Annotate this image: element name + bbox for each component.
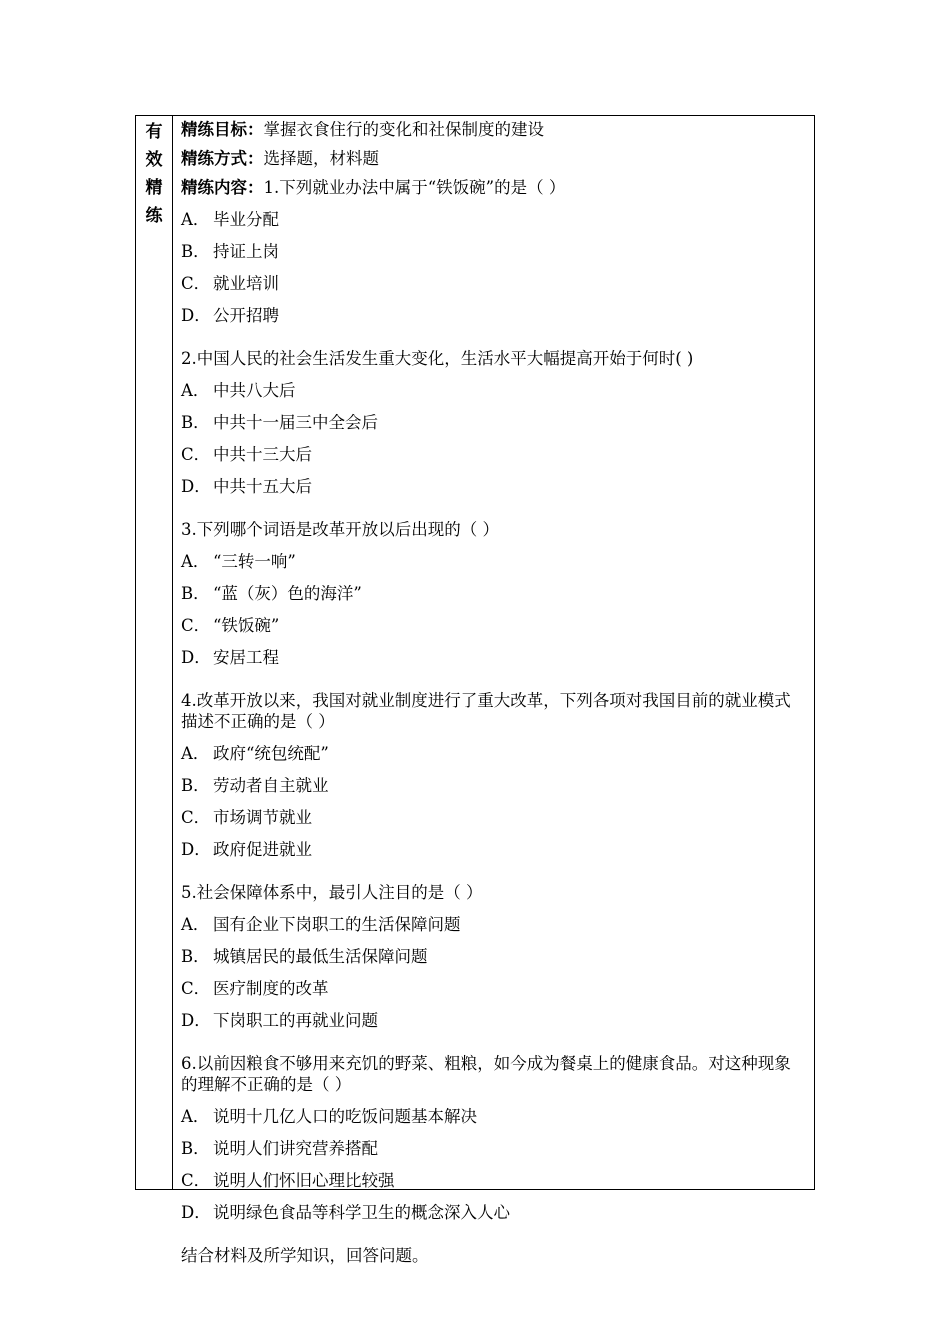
option-text: 下岗职工的再就业问题 bbox=[213, 1011, 378, 1030]
method-label: 精练方式： bbox=[181, 148, 264, 168]
question-5 bbox=[181, 882, 806, 1031]
option-letter: B． bbox=[181, 947, 210, 966]
option-text: “蓝（灰）色的海洋” bbox=[213, 584, 362, 603]
method-line bbox=[181, 145, 806, 174]
option-letter: A． bbox=[181, 1107, 210, 1126]
option-d bbox=[181, 839, 806, 860]
option-text: 中共十五大后 bbox=[213, 477, 312, 496]
option-b bbox=[181, 241, 806, 262]
content-column bbox=[173, 116, 814, 1265]
method-text: 选择题，材料题 bbox=[263, 148, 379, 168]
question-stem-text: 1.下列就业办法中属于“铁饭碗”的是（ ） bbox=[263, 178, 566, 197]
option-d bbox=[181, 476, 806, 497]
option-text: 说明绿色食品等科学卫生的概念深入人心 bbox=[213, 1203, 510, 1222]
option-d bbox=[181, 305, 806, 326]
goal-line bbox=[181, 116, 806, 145]
option-letter: D． bbox=[181, 648, 211, 667]
question-1 bbox=[181, 177, 806, 326]
option-text: 说明人们怀旧心理比较强 bbox=[213, 1171, 395, 1190]
option-letter: B． bbox=[181, 1139, 210, 1158]
option-text: 就业培训 bbox=[213, 274, 279, 293]
option-letter: B． bbox=[181, 413, 210, 432]
option-b bbox=[181, 583, 806, 604]
question-6 bbox=[181, 1053, 806, 1223]
option-c bbox=[181, 273, 806, 294]
option-letter: D． bbox=[181, 1011, 211, 1030]
option-c bbox=[181, 444, 806, 465]
goal-text: 掌握衣食住行的变化和社保制度的建设 bbox=[263, 120, 544, 139]
side-label-char: 练 bbox=[145, 206, 163, 226]
option-a bbox=[181, 551, 806, 572]
question-2 bbox=[181, 348, 806, 497]
option-letter: D． bbox=[181, 1203, 211, 1222]
option-text: 国有企业下岗职工的生活保障问题 bbox=[213, 915, 461, 934]
option-a bbox=[181, 380, 806, 401]
option-letter: B． bbox=[181, 776, 210, 795]
question-stem: 4.改革开放以来，我国对就业制度进行了重大改革，下列各项对我国目前的就业模式描述不正确的是（ ） bbox=[181, 691, 791, 731]
question-3 bbox=[181, 519, 806, 668]
question-stem bbox=[181, 177, 806, 198]
option-text: 劳动者自主就业 bbox=[213, 776, 329, 795]
question-stem: 2.中国人民的社会生活发生重大变化，生活水平大幅提高开始于何时( ) bbox=[181, 349, 694, 368]
option-letter: C． bbox=[181, 274, 211, 293]
option-text: 政府“统包统配” bbox=[213, 744, 329, 763]
option-c bbox=[181, 615, 806, 636]
option-letter: A． bbox=[181, 552, 210, 571]
option-a bbox=[181, 743, 806, 764]
option-text: 医疗制度的改革 bbox=[213, 979, 329, 998]
option-text: 中共十三大后 bbox=[213, 445, 312, 464]
question-4 bbox=[181, 690, 806, 860]
side-label-char: 有 bbox=[145, 122, 163, 142]
option-c bbox=[181, 1170, 806, 1191]
option-d bbox=[181, 647, 806, 668]
option-letter: C． bbox=[181, 979, 211, 998]
option-text: 中共八大后 bbox=[213, 381, 296, 400]
option-c bbox=[181, 978, 806, 999]
option-text: 安居工程 bbox=[213, 648, 279, 667]
option-d bbox=[181, 1010, 806, 1031]
option-text: 说明人们讲究营养搭配 bbox=[213, 1139, 378, 1158]
option-text: “铁饭碗” bbox=[213, 616, 280, 635]
option-letter: D． bbox=[181, 477, 211, 496]
option-a bbox=[181, 914, 806, 935]
option-letter: A． bbox=[181, 210, 210, 229]
option-letter: A． bbox=[181, 915, 210, 934]
option-letter: C． bbox=[181, 616, 211, 635]
option-a bbox=[181, 1106, 806, 1127]
option-letter: C． bbox=[181, 808, 211, 827]
option-c bbox=[181, 807, 806, 828]
goal-label: 精练目标： bbox=[181, 120, 264, 139]
option-d bbox=[181, 1202, 806, 1223]
option-letter: B． bbox=[181, 242, 210, 261]
side-label-char: 精 bbox=[145, 178, 163, 198]
closing-instruction: 结合材料及所学知识，回答问题。 bbox=[181, 1246, 429, 1265]
option-letter: C． bbox=[181, 445, 211, 464]
option-text: 市场调节就业 bbox=[213, 808, 312, 827]
option-letter: A． bbox=[181, 744, 210, 763]
option-a bbox=[181, 209, 806, 230]
option-letter: C． bbox=[181, 1171, 211, 1190]
side-label-column bbox=[136, 116, 173, 1189]
option-text: 城镇居民的最低生活保障问题 bbox=[213, 947, 428, 966]
option-letter: D． bbox=[181, 840, 211, 859]
option-text: 持证上岗 bbox=[213, 242, 279, 261]
option-letter: D． bbox=[181, 306, 211, 325]
question-stem: 5.社会保障体系中，最引人注目的是（ ） bbox=[181, 883, 483, 902]
option-b bbox=[181, 1138, 806, 1159]
exercise-table bbox=[135, 115, 815, 1265]
option-letter: A． bbox=[181, 381, 210, 400]
option-b bbox=[181, 412, 806, 433]
option-text: “三转一响” bbox=[213, 552, 296, 571]
option-text: 中共十一届三中全会后 bbox=[213, 413, 378, 432]
question-stem: 6.以前因粮食不够用来充饥的野菜、粗粮，如今成为餐桌上的健康食品。对这种现象的理解不正确的是（ ） bbox=[181, 1054, 791, 1094]
content-label: 精练内容： bbox=[181, 178, 264, 197]
option-b bbox=[181, 946, 806, 967]
option-b bbox=[181, 775, 806, 796]
option-text: 政府促进就业 bbox=[213, 840, 312, 859]
question-stem: 3.下列哪个词语是改革开放以后出现的（ ） bbox=[181, 520, 499, 539]
option-text: 说明十几亿人口的吃饭问题基本解决 bbox=[213, 1107, 477, 1126]
option-text: 公开招聘 bbox=[213, 306, 279, 325]
option-letter: B． bbox=[181, 584, 210, 603]
side-label-char: 效 bbox=[145, 150, 163, 170]
option-text: 毕业分配 bbox=[213, 210, 279, 229]
